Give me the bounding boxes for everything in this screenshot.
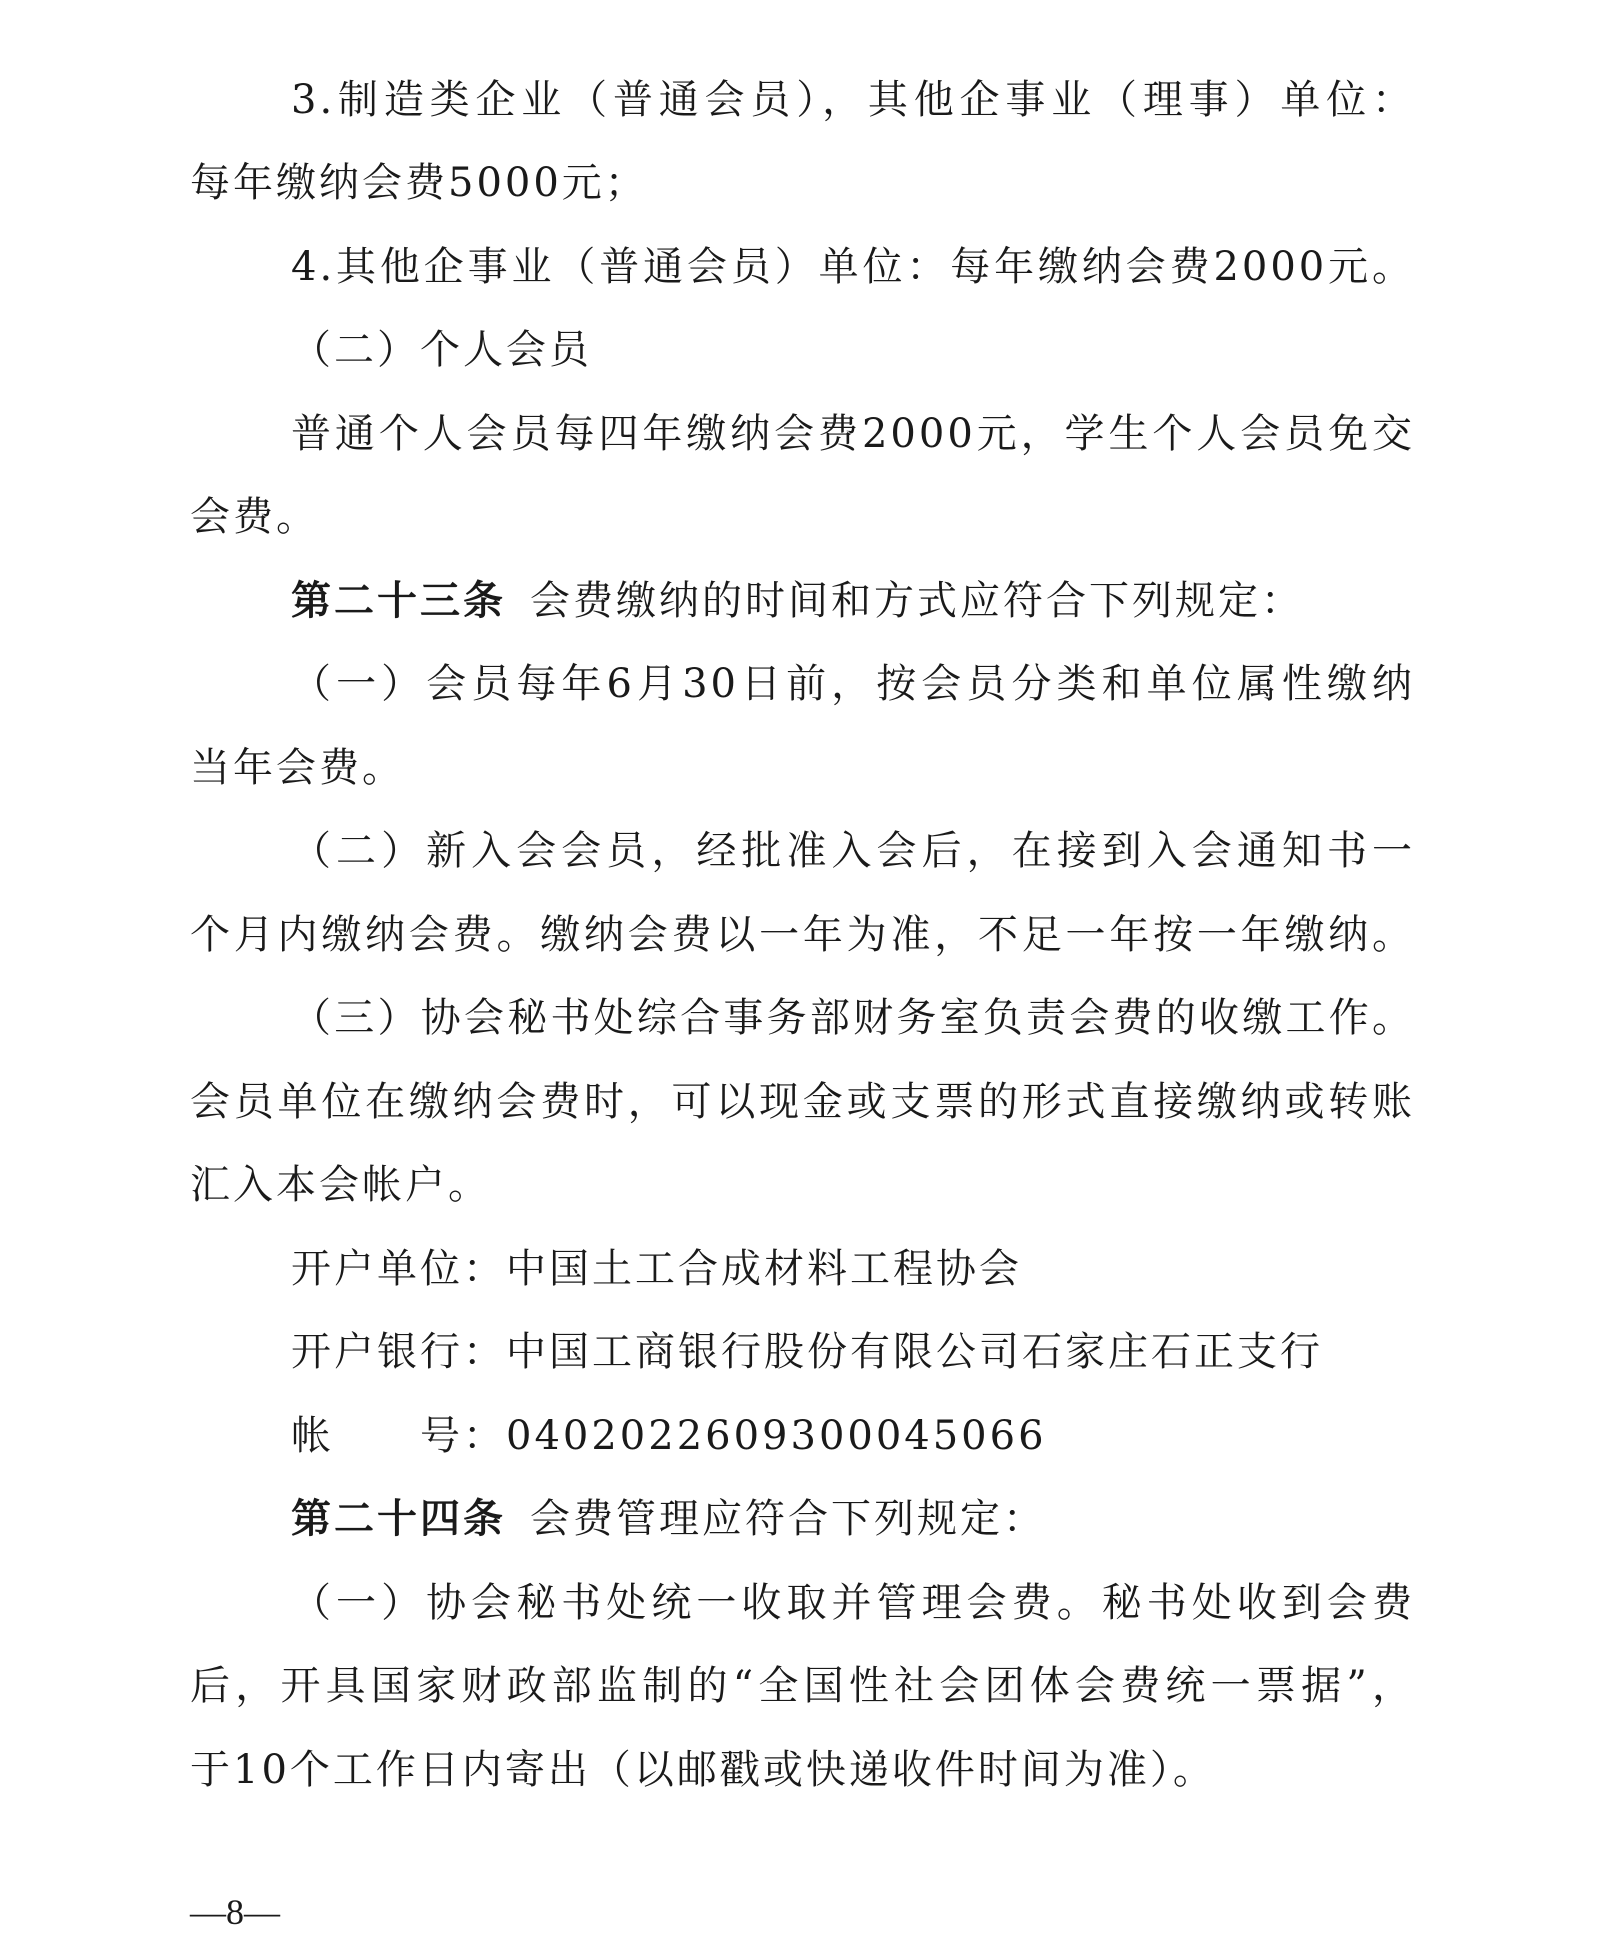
- page-number: —8—: [190, 1892, 280, 1932]
- text-line: （三）协会秘书处综合事务部财务室负责会费的收缴工作。: [291, 995, 1415, 1041]
- text-line: 会费。: [190, 494, 319, 540]
- account-bank: 开户银行：中国工商银行股份有限公司石家庄石正支行: [291, 1329, 1323, 1375]
- article-heading: [291, 1491, 1046, 1547]
- text-line: 会员单位在缴纳会费时，可以现金或支票的形式直接缴纳或转账: [190, 1079, 1415, 1125]
- text-line: （二）新入会会员，经批准入会后，在接到入会通知书一: [291, 828, 1415, 874]
- article-text: 会费管理应符合下列规定：: [530, 1496, 1046, 1542]
- account-holder: 开户单位：中国土工合成材料工程协会: [291, 1246, 1022, 1292]
- text-line: 个月内缴纳会费。缴纳会费以一年为准，不足一年按一年缴纳。: [190, 912, 1415, 958]
- article-number: 第二十三条: [291, 577, 506, 624]
- text-line: （一）协会秘书处统一收取并管理会费。秘书处收到会费: [291, 1580, 1415, 1626]
- text-line: 每年缴纳会费5000元；: [190, 160, 648, 206]
- text-line: 4.其他企事业（普通会员）单位：每年缴纳会费2000元。: [291, 244, 1415, 290]
- article-text: 会费缴纳的时间和方式应符合下列规定：: [530, 578, 1304, 624]
- text-line: 于10个工作日内寄出（以邮戳或快递收件时间为准）。: [190, 1747, 1216, 1793]
- text-line: 后，开具国家财政部监制的“全国性社会团体会费统一票据”，: [190, 1663, 1415, 1709]
- text-line: 当年会费。: [190, 745, 405, 791]
- text-line: 普通个人会员每四年缴纳会费2000元，学生个人会员免交: [291, 411, 1415, 457]
- article-number: 第二十四条: [291, 1495, 506, 1542]
- text-line: （一）会员每年6月30日前，按会员分类和单位属性缴纳: [291, 661, 1415, 707]
- text-line: 3.制造类企业（普通会员），其他企事业（理事）单位：: [291, 77, 1415, 123]
- article-heading: [291, 573, 1304, 629]
- text-line: 汇入本会帐户。: [190, 1162, 491, 1208]
- text-line: （二）个人会员: [291, 327, 592, 373]
- account-number: 帐 号：0402022609300045066: [291, 1413, 1047, 1459]
